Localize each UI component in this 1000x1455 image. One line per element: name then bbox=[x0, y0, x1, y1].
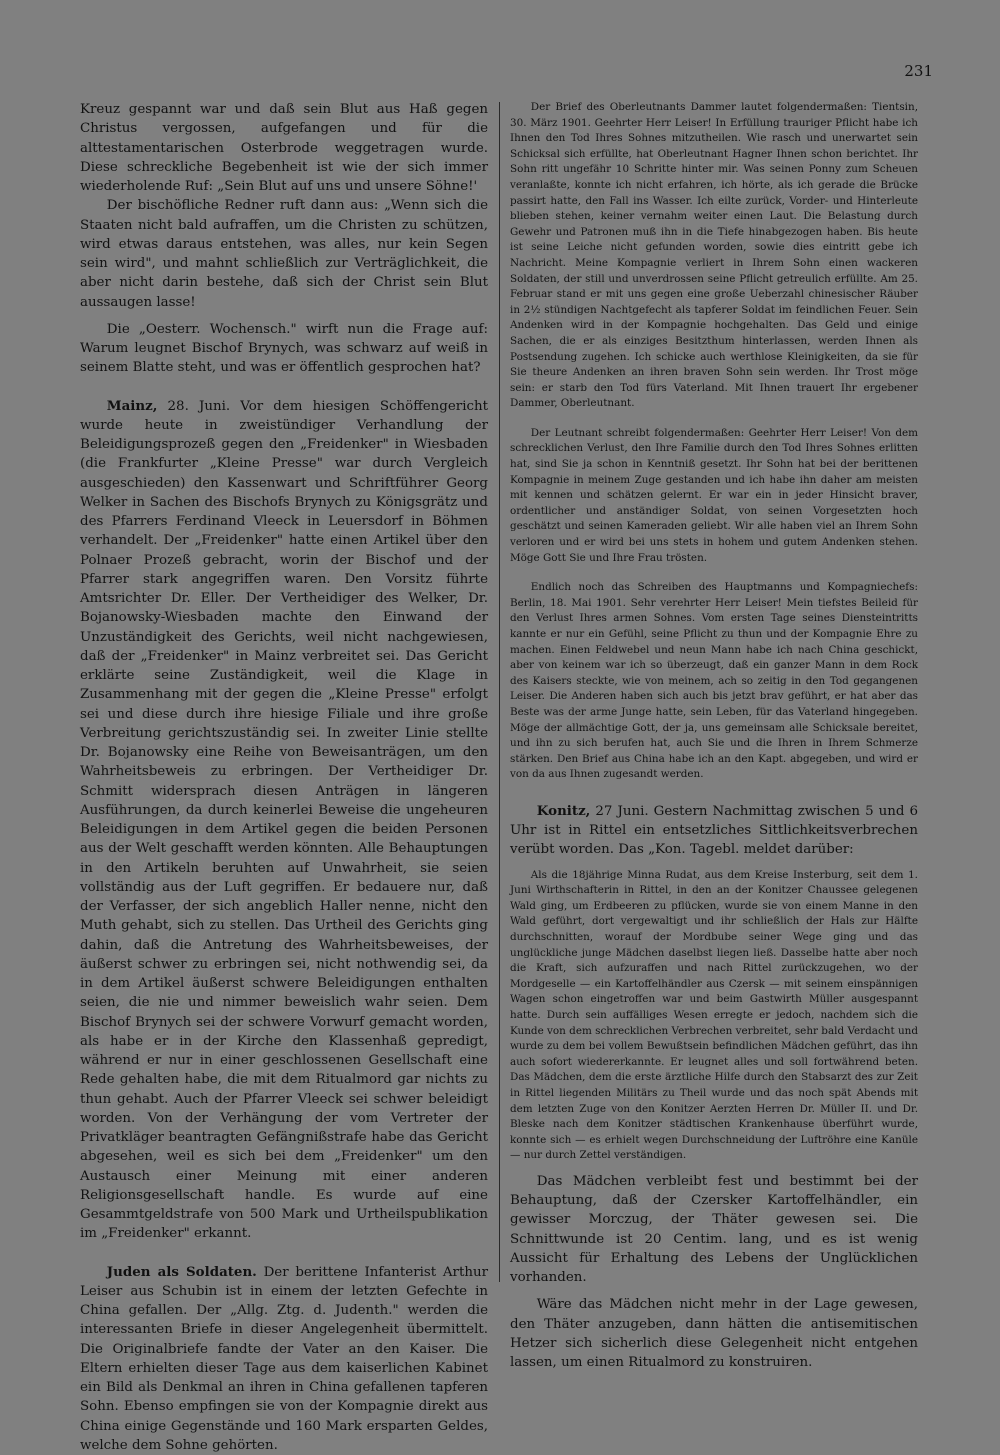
article-mainz-text: 28. Juni. Vor dem hiesigen Schöffengericht wurde heute in zweistündiger Verhandlung der Beleidigungsprozeß gegen den „Freidenker" in Wiesbaden (die Frankfurter „Kleine Presse" war durch Vergleich ausgeschieden) den Kassenwart und Schriftführer Georg Welker in Sachen des Bischofs Brynych zu Königsgrätz und des Pfarrers Ferdinand Vleeck in Leuersdorf in Böhmen verhandelt. Der „Freidenker" hatte einen Artikel über den Polnaer Prozeß gebracht, worin der Bischof und der Pfarrer stark angegriffen waren. Den Vorsitz führte Amtsrichter Dr. Eller. Der Vertheidiger des Welker, Dr. Bojanowsky-Wiesbaden machte den Einwand der Unzuständigkeit des Gerichts, weil nicht nachgewiesen, daß der „Freidenker" in Mainz verbreitet sei. Das Gericht erklärte seine Zuständigkeit, weil die Klage in Zusammenhang mit der gegen die „Kleine Presse" erfolgt sei und diese durch ihre hiesige Filiale und ihre große Verbreitung gerichtszuständig sei. In zweiter Linie stellte Dr. Bojanowsky eine Reihe von Beweisanträgen, um den Wahrheitsbeweis zu erbringen. Der Vertheidiger Dr. Schmitt widersprach diesen Anträgen in längeren Ausführungen, da durch keinerlei Beweise die ungeheuren Beleidigungen in dem Artikel gegen die beiden Personen aus der Welt geschafft werden könnten. Alle Behauptungen in den Artikeln beruhten auf Unwahrheit, sie seien vollständig aus der Luft gegriffen. Er bedauere nur, daß der Verfasser, der sich angeblich Haller nenne, nicht den Muth gehabt, sich zu stellen. Das Urtheil des Gerichts ging dahin, daß die Antretung des Wahrheitsbeweises, der äußerst schwer zu erbringen sei, nicht nothwendig sei, da in dem Artikel äußerst schwere Beleidigungen enthalten seien, die nie und nimmer beweislich wahr seien. Dem Bischof Brynych sei der schwere Vorwurf gemacht worden, als habe er in der Kirche den Klassenhaß gepredigt, während er nur in einer geschlossenen Gesellschaft eine Rede gehalten habe, die mit dem Ritualmord gar nichts zu thun gehabt. Auch der Pfarrer Vleeck sei schwer beleidigt worden. Von der Verhängung der vom Vertreter der Privatkläger beantragten Gefängnißstrafe habe das Gericht abgesehen, weil es sich bei dem „Freidenker" um den Austausch einer Meinung mit einer anderen Religionsgesellschaft handle. Es wurde auf eine Gesammtgeldstrafe von 500 Mark und Urtheilspublikation im „Freidenker" erkannt. bbox=[80, 399, 488, 1242]
column-divider bbox=[499, 102, 500, 1282]
letter-oberleutnant: Der Brief des Oberleutnants Dammer lautet folgendermaßen: Tientsin, 30. März 1901. Geehrter Herr Leiser! In Erfüllung trauriger Pflicht habe ich Ihnen den Tod Ihres Sohnes mitzutheilen. Wie rasch und unerwartet sein Schicksal sich erfüllte, hat Oberleutnant Hagner Ihnen schon berichtet. Ihr Sohn ritt ungefähr 10 Schritte hinter mir. Was seinen Ponny zum Scheuen veranlaßte, konnte ich nicht erfahren, ich hörte, als ich gerade die Brücke passirt hatte, den Fall ins Wasser. Ich eilte zurück, Vorder- und Hinterleute blieben stehen, keiner vernahm weiter einen Laut. Die Belastung durch Gewehr und Patronen muß ihn in die Tiefe hinabgezogen haben. Bis heute ist seine Leiche nicht gefunden worden, sowie dies eintritt gebe ich Nachricht. Meine Kompagnie verliert in Ihrem Sohn einen wackeren Soldaten, der still und unverdrossen seine Pflicht getreulich erfüllte. Am 25. Februar stand er mit uns gegen eine große Ueberzahl chinesischer Räuber in 2½ stündigen Nachtgefecht als tapferer Soldat im feindlichen Feuer. Sein Andenken wird in der Kompagnie hochgehalten. Das Geld und einige Sachen, die er als einziges Besitzthum hinterlassen, werden Ihnen als Postsendung zugehen. Ich schicke auch werthlose Kleinigkeiten, da sie für Sie theure Andenken an ihren braven Sohn sein werden. Ihr Trost möge sein: er starb den Tod fürs Vaterland. Mit Ihnen trauert Ihr ergebener Dammer, Oberleutnant. bbox=[510, 100, 918, 412]
article-konitz-detail: Als die 18jährige Minna Rudat, aus dem Kreise Insterburg, seit dem 1. Juni Wirthschafterin in Rittel, in den an der Konitzer Chaussee gelegenen Wald ging, um Erdbeeren zu pflücken, wurde sie von einem Manne in den Wald geführt, dort vergewaltigt und ihr schließlich der Hals zur Hälfte durchschnitten, worauf der Mordbube seiner Wege ging und das unglückliche junge Mädchen daselbst liegen ließ. Dasselbe hatte aber noch die Kraft, sich aufzuraffen und nach Rittel zurückzugehen, wo der Mordgeselle — ein Kartoffelhändler aus Czersk — mit seinem einspännigen Wagen schon eingetroffen war und beim Gastwirth Müller ausgespannt hatte. Durch sein auffälliges Wesen erregte er jedoch, nachdem sich die Kunde von dem schrecklichen Verbrechen verbreitet, sehr bald Verdacht und wurde zu dem bei vollem Bewußtsein befindlichen Mädchen geführt, das ihn auch sofort wiedererkannte. Er leugnet alles und soll fortwährend beten. Das Mädchen, dem die erste ärztliche Hilfe durch den Stabsarzt des zur Zeit in Rittel liegenden Militärs zu Theil wurde und das noch spät Abends mit dem letzten Zuge von den Konitzer Aerzten Herren Dr. Müller II. und Dr. Bleske nach dem Konitzer städtischen Krankenhause überführt wurde, konnte sich — es erhielt wegen Durchschneidung der Luftröhre eine Kanüle — nur durch Zettel verständigen. bbox=[510, 868, 918, 1164]
article-konitz-text: 27 Juni. Gestern Nachmittag zwischen 5 und 6 Uhr ist in Rittel ein entsetzliches Sittlichkeitsverbrechen verübt worden. Das „Kon. Tagebl. meldet darüber: bbox=[510, 804, 918, 858]
article-konitz-p2: Wäre das Mädchen nicht mehr in der Lage gewesen, den Thäter anzugeben, dann hätten die antisemitischen Hetzer sich sicherlich diese Gelegenheit nicht entgehen lassen, um einen Ritualmord zu konstruiren. bbox=[510, 1295, 918, 1372]
article-juden-text: Der berittene Infanterist Arthur Leiser aus Schubin ist in einem der letzten Gefechte in China gefallen. Der „Allg. Ztg. d. Judenth." werden die interessanten Briefe in dieser Angelegenheit übermittelt. Die Originalbriefe fandte der Vater an den Kaiser. Die Eltern erhielten dieser Tage aus dem kaiserlichen Kabinet ein Bild als Denkmal an ihren in China gefallenen tapferen Sohn. Ebenso empfingen sie von der Kompagnie direkt aus China einige Gegenstände und 160 Mark ersparten Geldes, welche dem Sohne gehörten. bbox=[80, 1265, 488, 1453]
article-konitz-p1: Das Mädchen verbleibt fest und bestimmt bei der Behauptung, daß der Czersker Kartoffelhändler, ein gewisser Morczug, der Thäter gewesen sei. Die Schnittwunde ist 20 Centim. lang, und es ist wenig Aussicht für Erhaltung des Lebens der Unglücklichen vorhanden. bbox=[510, 1172, 918, 1288]
dateline-konitz: Konitz, bbox=[537, 803, 591, 819]
article-mainz bbox=[80, 397, 488, 1244]
paragraph-continuation: Kreuz gespannt war und daß sein Blut aus Haß gegen Christus vergossen, aufgefangen und für die alttestamentarischen Osterbrode weggetragen wurde. Diese schreckliche Begebenheit ist wie der sich immer wiederholende Ruf: „Sein Blut auf uns und unsere Söhne!' bbox=[80, 100, 488, 196]
page-number: 231 bbox=[893, 62, 933, 80]
left-column bbox=[80, 100, 488, 1455]
article-konitz bbox=[510, 802, 918, 860]
right-column bbox=[510, 100, 918, 1372]
paragraph-bishop-speech: Der bischöfliche Redner ruft dann aus: „Wenn sich die Staaten nicht bald aufraffen, um die Christen zu schützen, wird etwas daraus entstehen, was alles, nur kein Segen sein wird", und mahnt schließlich zur Verträglichkeit, die aber nicht darin bestehe, daß sich der Christ sein Blut aussaugen lasse! bbox=[80, 196, 488, 312]
letter-leutnant: Der Leutnant schreibt folgendermaßen: Geehrter Herr Leiser! Von dem schrecklichen Verlust, den Ihre Familie durch den Tod Ihres Sohnes erlitten hat, sind Sie ja schon in Kenntniß gesetzt. Ihr Sohn hat bei der berittenen Kompagnie in meinem Zuge gestanden und ich habe ihn daher am meisten mit kennen und schätzen gelernt. Er war ein in jeder Hinsicht braver, ordentlicher und anständiger Soldat, von seinen Vorgesetzten hoch geschätzt und seinen Kameraden geliebt. Wir alle haben viel an Ihrem Sohn verloren und er wird bei uns stets in hohem und gutem Andenken stehen. Möge Gott Sie und Ihre Frau trösten. bbox=[510, 426, 918, 566]
letter-hauptmann: Endlich noch das Schreiben des Hauptmanns und Kompagniechefs: Berlin, 18. Mai 1901. Sehr verehrter Herr Leiser! Mein tiefstes Beileid für den Verlust Ihres armen Sohnes. Vom ersten Tage seines Diensteintritts kannte er nur ein Gefühl, seine Pflicht zu thun und der Kompagnie Ehre zu machen. Einen Feldwebel und neun Mann habe ich nach China geschickt, aber von keinem war ich so überzeugt, daß ein ganzer Mann in dem Rock des Kaisers steckte, wie von meinem, ach so zeitig in den Tod gegangenen Leiser. Die Anderen haben sich auch bis jetzt brav geführt, er hat aber das Beste was der arme Junge hatte, sein Leben, für das Vaterland hingegeben. Möge der allmächtige Gott, der ja, uns gemeinsam alle Schicksale bereitet, und ihn zu sich berufen hat, auch Sie und die Ihren in Ihrem Schmerze stärken. Den Brief aus China habe ich an den Kapt. abgegeben, und wird er von da aus Ihnen zugesandt werden. bbox=[510, 580, 918, 783]
dateline-mainz: Mainz, bbox=[107, 398, 158, 414]
headline-juden-als-soldaten: Juden als Soldaten. bbox=[107, 1264, 257, 1280]
article-juden bbox=[80, 1263, 488, 1455]
paragraph-question: Die „Oesterr. Wochensch." wirft nun die Frage auf: Warum leugnet Bischof Brynych, was schwarz auf weiß in seinem Blatte steht, und was er öffentlich gesprochen hat? bbox=[80, 320, 488, 378]
